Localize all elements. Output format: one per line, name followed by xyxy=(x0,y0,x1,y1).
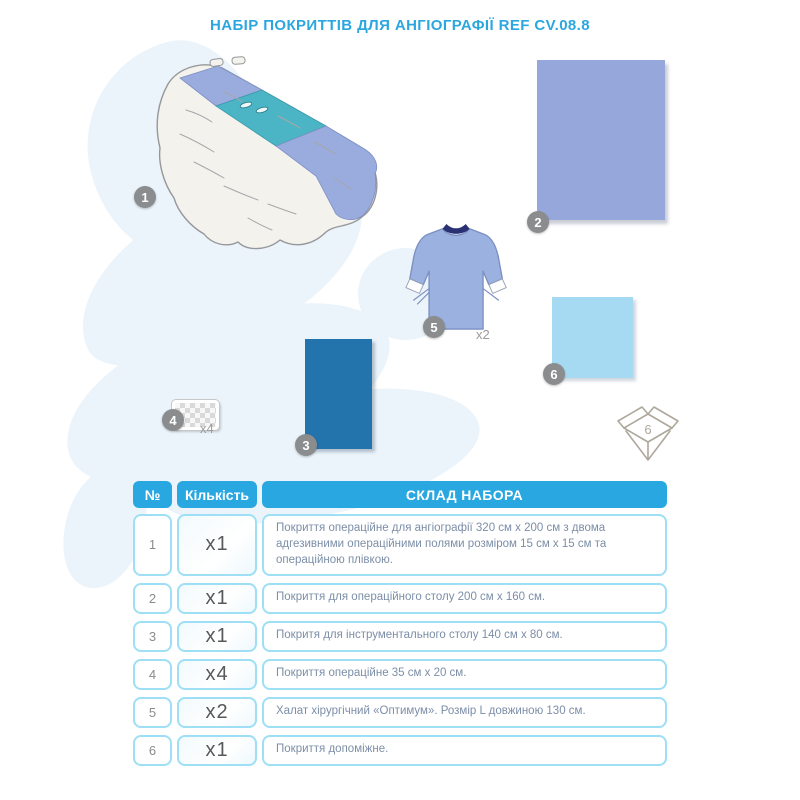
table-row xyxy=(133,735,667,766)
table-row xyxy=(133,621,667,652)
item-badge-1: 1 xyxy=(134,186,156,208)
title-main: НАБІР ПОКРИТТІВ ДЛЯ АНГІОГРАФІЇ xyxy=(210,17,495,34)
table-header-row xyxy=(133,481,667,508)
row-quantity: x1 xyxy=(177,583,257,614)
angiography-table-drape-illustration xyxy=(128,56,392,254)
row-quantity: x1 xyxy=(177,735,257,766)
row-number: 1 xyxy=(133,514,172,576)
auxiliary-cover xyxy=(552,297,633,378)
table-row xyxy=(133,514,667,576)
title-ref-code: REF CV.08.8 xyxy=(498,17,590,34)
row-description: Покриття операційне для ангіографії 320 см x 200 см з двома адгезивними операційними полями розміром 15 см x 15 см та операційною плівкою. xyxy=(262,514,667,576)
table-row xyxy=(133,583,667,614)
item-badge-2: 2 xyxy=(527,211,549,233)
row-quantity: x1 xyxy=(177,621,257,652)
row-description: Халат хірургічний «Оптимум». Розмір L довжиною 130 см. xyxy=(262,697,667,728)
row-number: 5 xyxy=(133,697,172,728)
table-row xyxy=(133,659,667,690)
row-number: 2 xyxy=(133,583,172,614)
header-composition: СКЛАД НАБОРА xyxy=(262,481,667,508)
row-quantity: x2 xyxy=(177,697,257,728)
instrument-table-cover xyxy=(305,339,372,449)
row-quantity: x4 xyxy=(177,659,257,690)
row-description: Покриття допоміжне. xyxy=(262,735,667,766)
table-row xyxy=(133,697,667,728)
operating-table-cover xyxy=(537,60,665,220)
surgical-gown-icon xyxy=(404,219,512,335)
pad-quantity-label: x4 xyxy=(200,421,214,436)
row-description: Покриття операційне 35 см x 20 см. xyxy=(262,659,667,690)
row-quantity: x1 xyxy=(177,514,257,576)
item-badge-3: 3 xyxy=(295,434,317,456)
set-table-rows xyxy=(133,514,667,766)
set-composition-table xyxy=(133,481,667,766)
box-number: 6 xyxy=(644,422,652,437)
header-number: № xyxy=(133,481,172,508)
row-number: 4 xyxy=(133,659,172,690)
item-badge-6: 6 xyxy=(543,363,565,385)
row-number: 6 xyxy=(133,735,172,766)
item-badge-4: 4 xyxy=(162,409,184,431)
row-description: Покриття для операційного столу 200 см x 160 см. xyxy=(262,583,667,614)
row-number: 3 xyxy=(133,621,172,652)
item-badge-5: 5 xyxy=(423,316,445,338)
row-description: Покритя для інструментального столу 140 см x 80 см. xyxy=(262,621,667,652)
header-quantity: Кількість xyxy=(177,481,257,508)
page-title xyxy=(0,17,800,34)
gown-quantity-label: x2 xyxy=(476,327,490,342)
box-icon xyxy=(616,404,680,466)
